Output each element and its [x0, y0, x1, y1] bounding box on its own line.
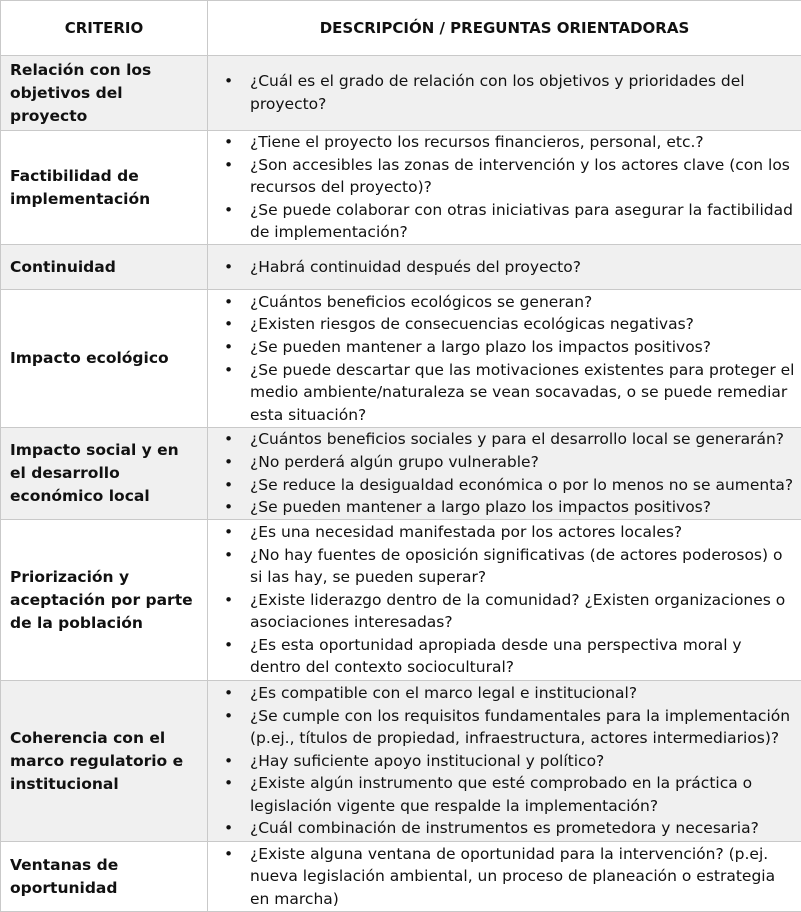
bullet-icon: • — [224, 336, 233, 359]
description-cell — [208, 428, 801, 520]
bullet-icon: • — [224, 589, 233, 612]
criterion-cell: Impacto ecológico — [1, 290, 208, 428]
question-text: ¿Cuál combinación de instrumentos es prometedora y necesaria? — [250, 819, 759, 837]
question-text: ¿Existen riesgos de consecuencias ecológicas negativas? — [250, 315, 694, 333]
question-text: ¿Se pueden mantener a largo plazo los impactos positivos? — [250, 338, 711, 356]
bullet-icon: • — [224, 772, 233, 795]
question-text: ¿Existe algún instrumento que esté comprobado en la práctica o legislación vigente que respalde la implementación? — [250, 774, 752, 815]
question-text: ¿Existe liderazgo dentro de la comunidad? ¿Existen organizaciones o asociaciones interesadas? — [250, 591, 785, 632]
table-body — [1, 56, 801, 912]
question-list — [222, 70, 795, 115]
question-item — [222, 705, 795, 750]
question-list — [222, 682, 795, 840]
bullet-icon: • — [224, 359, 233, 382]
table-row — [1, 56, 801, 131]
question-text: ¿Se pueden mantener a largo plazo los impactos positivos? — [250, 498, 711, 516]
bullet-icon: • — [224, 313, 233, 336]
question-text: ¿Cuántos beneficios sociales y para el desarrollo local se generarán? — [250, 430, 784, 448]
question-item — [222, 336, 795, 359]
question-item — [222, 256, 795, 279]
bullet-icon: • — [224, 750, 233, 773]
question-item — [222, 634, 795, 679]
criterion-cell: Continuidad — [1, 245, 208, 290]
bullet-icon: • — [224, 199, 233, 222]
question-text: ¿Cuántos beneficios ecológicos se generan? — [250, 293, 592, 311]
question-text: ¿Cuál es el grado de relación con los objetivos y prioridades del proyecto? — [250, 72, 745, 113]
header-criterio: CRITERIO — [1, 1, 208, 56]
question-list — [222, 843, 795, 911]
question-text: ¿Se cumple con los requisitos fundamentales para la implementación (p.ej., títulos de propiedad, infraestructura, actores intermediarios)? — [250, 707, 790, 748]
bullet-icon: • — [224, 682, 233, 705]
criterion-cell: Relación con los objetivos del proyecto — [1, 56, 208, 131]
question-item — [222, 817, 795, 840]
description-cell — [208, 290, 801, 428]
question-item — [222, 843, 795, 911]
header-row — [1, 1, 801, 56]
question-text: ¿Se reduce la desigualdad económica o por lo menos no se aumenta? — [250, 476, 793, 494]
table-row — [1, 245, 801, 290]
question-item — [222, 772, 795, 817]
bullet-icon: • — [224, 154, 233, 177]
criterion-cell: Impacto social y en el desarrollo económico local — [1, 428, 208, 520]
question-item — [222, 544, 795, 589]
table-row — [1, 842, 801, 912]
bullet-icon: • — [224, 817, 233, 840]
description-cell — [208, 842, 801, 912]
question-item — [222, 313, 795, 336]
question-item — [222, 428, 795, 451]
description-cell — [208, 56, 801, 131]
question-item — [222, 589, 795, 634]
question-text: ¿Es compatible con el marco legal e institucional? — [250, 684, 637, 702]
description-cell — [208, 245, 801, 290]
question-text: ¿Tiene el proyecto los recursos financieros, personal, etc.? — [250, 133, 704, 151]
description-cell — [208, 520, 801, 681]
question-text: ¿Se puede colaborar con otras iniciativas para asegurar la factibilidad de implementación? — [250, 201, 793, 242]
question-item — [222, 750, 795, 773]
table-row — [1, 681, 801, 842]
criterion-cell: Ventanas de oportunidad — [1, 842, 208, 912]
table-row — [1, 290, 801, 428]
bullet-icon: • — [224, 70, 233, 93]
criterion-cell: Factibilidad de implementación — [1, 131, 208, 245]
question-list — [222, 256, 795, 279]
bullet-icon: • — [224, 291, 233, 314]
question-item — [222, 291, 795, 314]
description-cell — [208, 681, 801, 842]
question-item — [222, 474, 795, 497]
question-item — [222, 154, 795, 199]
question-item — [222, 451, 795, 474]
question-item — [222, 521, 795, 544]
bullet-icon: • — [224, 451, 233, 474]
table-row — [1, 131, 801, 245]
header-descripcion: DESCRIPCIÓN / PREGUNTAS ORIENTADORAS — [208, 1, 801, 56]
bullet-icon: • — [224, 131, 233, 154]
question-text: ¿Existe alguna ventana de oportunidad para la intervención? (p.ej. nueva legislación ambiental, un proceso de planeación o estrategia en marcha) — [250, 845, 775, 908]
bullet-icon: • — [224, 496, 233, 519]
question-item — [222, 131, 795, 154]
bullet-icon: • — [224, 428, 233, 451]
question-item — [222, 70, 795, 115]
criterion-cell: Priorización y aceptación por parte de la población — [1, 520, 208, 681]
question-text: ¿Es una necesidad manifestada por los actores locales? — [250, 523, 682, 541]
question-text: ¿Hay suficiente apoyo institucional y político? — [250, 752, 604, 770]
bullet-icon: • — [224, 705, 233, 728]
question-text: ¿Son accesibles las zonas de intervención y los actores clave (con los recursos del proyecto)? — [250, 156, 790, 197]
question-text: ¿No hay fuentes de oposición significativas (de actores poderosos) o si las hay, se pueden superar? — [250, 546, 782, 587]
bullet-icon: • — [224, 474, 233, 497]
bullet-icon: • — [224, 634, 233, 657]
table-row — [1, 428, 801, 520]
question-text: ¿Se puede descartar que las motivaciones existentes para proteger el medio ambiente/naturaleza se vean socavadas, o se puede remediar esta situación? — [250, 361, 794, 424]
criterion-cell: Coherencia con el marco regulatorio e institucional — [1, 681, 208, 842]
question-text: ¿Es esta oportunidad apropiada desde una perspectiva moral y dentro del contexto sociocultural? — [250, 636, 742, 677]
question-text: ¿Habrá continuidad después del proyecto? — [250, 258, 581, 276]
question-text: ¿No perderá algún grupo vulnerable? — [250, 453, 539, 471]
bullet-icon: • — [224, 544, 233, 567]
description-cell — [208, 131, 801, 245]
question-list — [222, 521, 795, 679]
question-list — [222, 131, 795, 244]
question-item — [222, 682, 795, 705]
question-item — [222, 496, 795, 519]
bullet-icon: • — [224, 256, 233, 279]
question-list — [222, 428, 795, 518]
bullet-icon: • — [224, 843, 233, 866]
question-item — [222, 359, 795, 427]
table-row — [1, 520, 801, 681]
question-item — [222, 199, 795, 244]
bullet-icon: • — [224, 521, 233, 544]
question-list — [222, 291, 795, 427]
